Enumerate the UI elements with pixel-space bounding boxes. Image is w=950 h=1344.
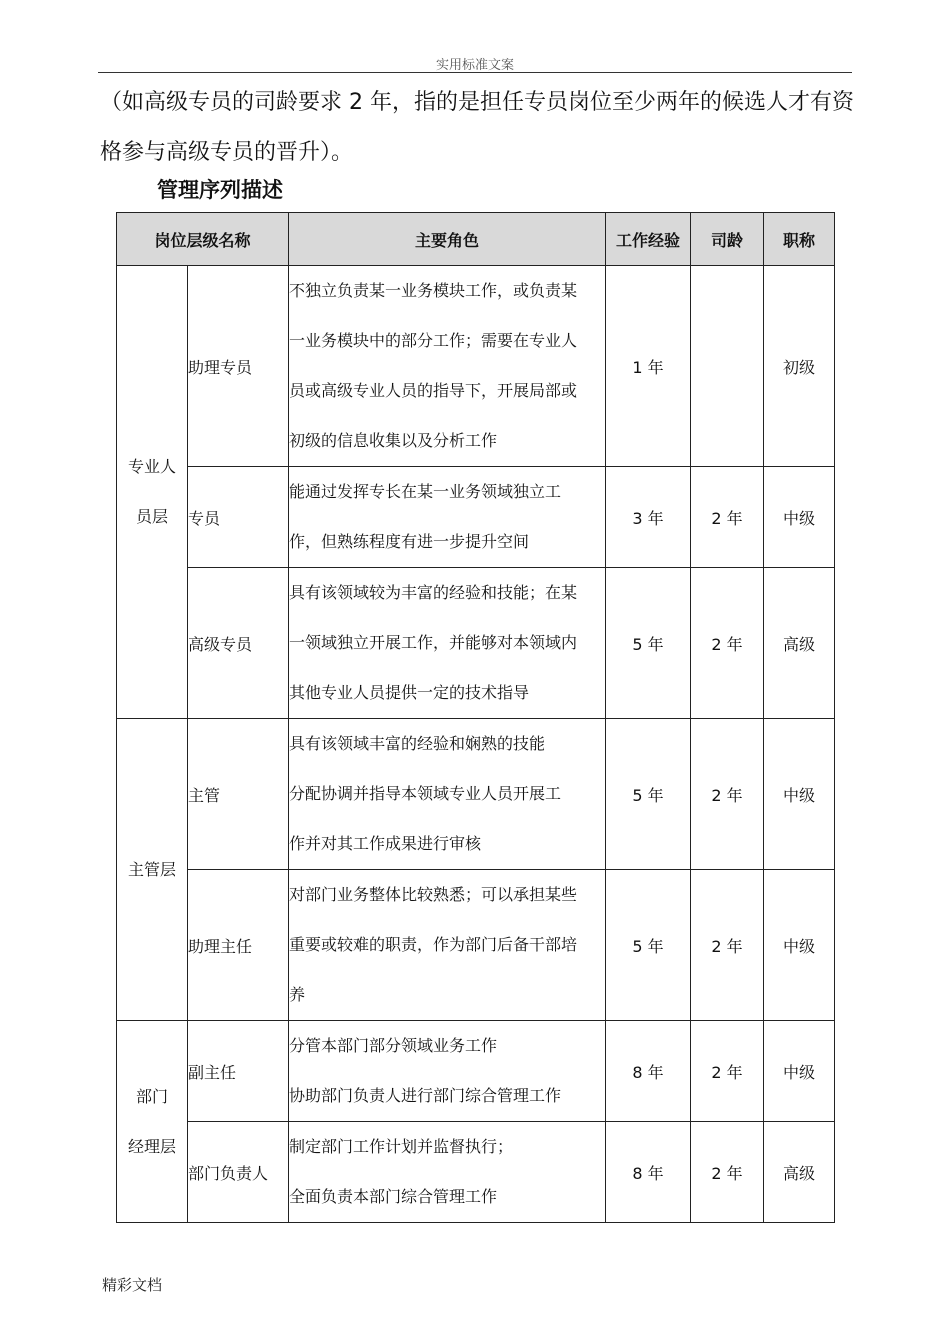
tenure-cell: 2 年 [691,719,764,870]
role-line: 一领域独立开展工作，并能够对本领域内 [289,633,578,652]
tenure-cell: 2 年 [691,467,764,568]
section-title: 管理序列描述 [157,178,283,202]
header-role: 主要角色 [289,213,606,266]
page-header: 实用标准文案 [435,58,514,73]
management-sequence-table [116,212,835,1223]
title-cell: 高级 [764,568,835,719]
group-department-manager [117,1021,188,1223]
title-cell: 中级 [764,719,835,870]
group-name-line: 部门 [135,1086,168,1106]
role-line: 作，但熟练程度有进一步提升空间 [289,532,530,551]
role-line: 员或高级专业人员的指导下，开展局部或 [289,381,578,400]
title-cell: 中级 [764,1021,835,1122]
experience-cell: 8 年 [606,1021,691,1122]
header-experience: 工作经验 [606,213,691,266]
table-row [117,568,835,719]
position-name: 副主任 [188,1021,289,1122]
tenure-cell: 2 年 [691,870,764,1021]
role-line: 一业务模块中的部分工作；需要在专业人 [289,331,578,350]
table-row [117,266,835,467]
header-title: 职称 [764,213,835,266]
role-description [289,1021,606,1122]
role-line: 全面负责本部门综合管理工作 [289,1187,498,1206]
role-line: 分配协调并指导本领域专业人员开展工 [289,784,562,803]
role-line: 能通过发挥专长在某一业务领域独立工 [289,482,562,501]
position-name: 部门负责人 [188,1122,289,1223]
role-line: 重要或较难的职责，作为部门后备干部培 [289,935,578,954]
role-line: 养 [289,985,306,1004]
table-row [117,467,835,568]
experience-cell: 3 年 [606,467,691,568]
role-description [289,266,606,467]
experience-cell: 1 年 [606,266,691,467]
intro-paragraph: （如高级专员的司龄要求 2 年，指的是担任专员岗位至少两年的候选人才有资格参与高级专员的晋升）。 [100,90,854,165]
experience-cell: 5 年 [606,568,691,719]
position-name: 助理主任 [188,870,289,1021]
table-row [117,870,835,1021]
page-footer: 精彩文档 [102,1276,163,1294]
title-cell: 中级 [764,870,835,1021]
role-line: 初级的信息收集以及分析工作 [289,431,498,450]
tenure-cell: 2 年 [691,1122,764,1223]
role-description [289,1122,606,1223]
role-line: 不独立负责某一业务模块工作，或负责某 [289,281,578,300]
group-supervisor [117,719,188,1021]
position-name: 主管 [188,719,289,870]
role-line: 对部门业务整体比较熟悉；可以承担某些 [289,885,578,904]
group-name-line: 专业人 [127,457,176,476]
role-description [289,719,606,870]
title-cell: 高级 [764,1122,835,1223]
title-cell: 中级 [764,467,835,568]
header-divider [98,72,852,73]
table-row [117,1122,835,1223]
tenure-cell: 2 年 [691,1021,764,1122]
group-name-line: 经理层 [127,1136,176,1156]
experience-cell: 5 年 [606,870,691,1021]
group-name-line: 员层 [135,507,168,526]
group-name-line: 主管层 [127,859,176,879]
tenure-cell: 2 年 [691,568,764,719]
table-row [117,719,835,870]
table-header-row [117,213,835,266]
role-description [289,568,606,719]
role-line: 分管本部门部分领域业务工作 [289,1036,498,1055]
position-name: 助理专员 [188,266,289,467]
role-description [289,870,606,1021]
role-line: 协助部门负责人进行部门综合管理工作 [289,1086,562,1105]
tenure-cell [691,266,764,467]
header-tenure: 司龄 [691,213,764,266]
role-line: 其他专业人员提供一定的技术指导 [289,683,530,702]
role-line: 具有该领域较为丰富的经验和技能；在某 [289,583,578,602]
group-professional [117,266,188,719]
experience-cell: 8 年 [606,1122,691,1223]
role-line: 具有该领域丰富的经验和娴熟的技能 [289,734,546,753]
role-description [289,467,606,568]
table-row [117,1021,835,1122]
position-name: 专员 [188,467,289,568]
role-line: 作并对其工作成果进行审核 [289,834,482,853]
header-level: 岗位层级名称 [117,213,289,266]
title-cell: 初级 [764,266,835,467]
role-line: 制定部门工作计划并监督执行； [289,1137,514,1156]
experience-cell: 5 年 [606,719,691,870]
position-name: 高级专员 [188,568,289,719]
